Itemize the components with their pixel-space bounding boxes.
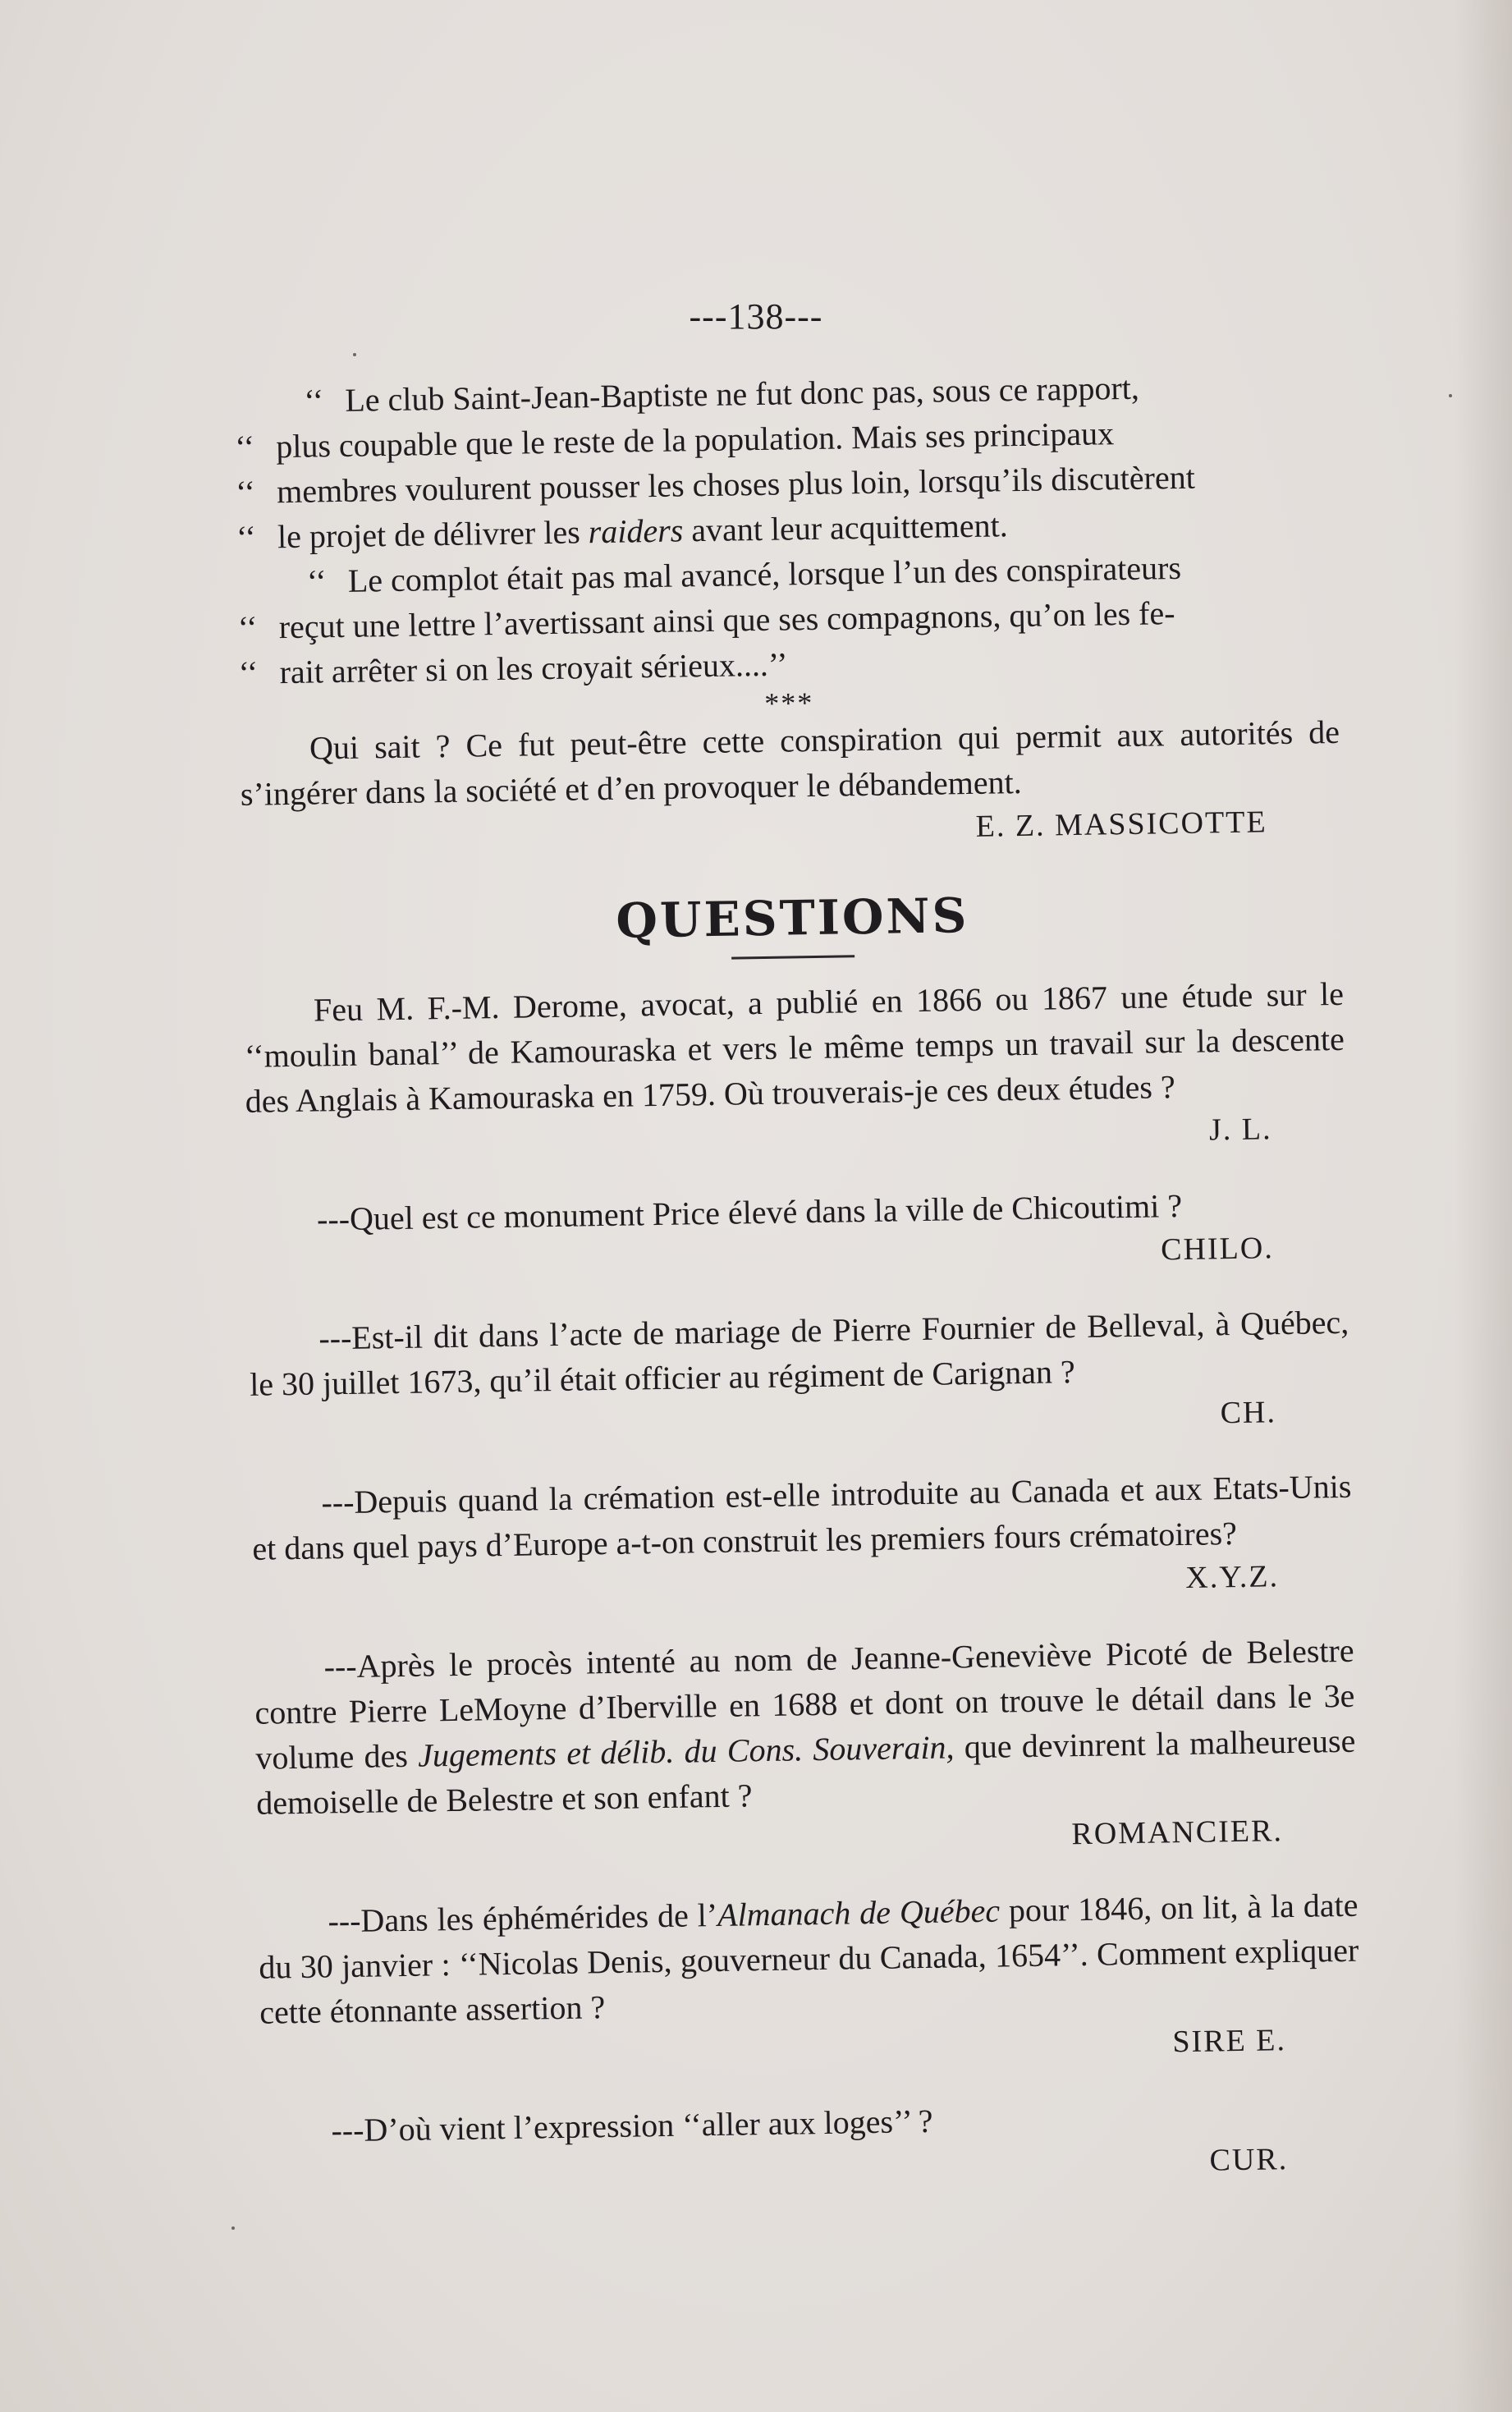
question-signature: CH. xyxy=(1220,1395,1277,1431)
question-signature: J. L. xyxy=(1208,1112,1272,1148)
closing-paragraph: Qui sait ? Ce fut peut-être cette conspiration qui permit aux autorités de s’ingérer dans la société et d’en provoquer le débandement. xyxy=(240,713,1340,813)
question-signature: CHILO. xyxy=(1160,1231,1275,1268)
question-text: ---Après le procès intenté au nom de Jeanne-Geneviève Picoté de Belestre contre Pierre LeMoyne d’Iberville en 1688 et dont on trouve le détail dans le 3e volume des Jugements et délib. du Cons. Souverain, que devinrent la malheureuse demoiselle de Belestre et son enfant ? xyxy=(254,1631,1356,1822)
article-body xyxy=(234,362,1363,2197)
question-text: ---Dans les éphémérides de l’Almanach de Québec pour 1846, on lit, à la date du 30 janvier : ‘‘Nicolas Denis, gouverneur du Canada, 1654’’. Comment expliquer cette étonnante assertion ? xyxy=(259,1886,1359,2031)
quote-line: ‘‘ reçut une lettre l’avertissant ainsi que ses compagnons, qu’on les fe- xyxy=(237,594,1175,646)
page-edge-shadow xyxy=(1455,0,1512,2412)
quote-line: ‘‘ Le complot était pas mal avancé, lorsque l’un des conspirateurs xyxy=(306,548,1182,600)
asterism: *** xyxy=(763,686,814,720)
quote-line: ‘‘ plus coupable que le reste de la population. Mais ses principaux xyxy=(234,415,1115,465)
quote-line: ‘‘ le projet de délivrer les raiders avant leur acquittement. xyxy=(236,507,1008,556)
question-signature: CUR. xyxy=(1209,2142,1289,2178)
italic-term: raiders xyxy=(588,511,684,551)
question-item xyxy=(251,1464,1353,1614)
question-text: Feu M. F.-M. Derome, avocat, a publié en 1866 ou 1867 une étude sur le ‘‘moulin banal’’ de Kamouraska et vers le même temps un travail sur la descente des Anglais à Kamouraska en 1759. Où trouverais-je ces deux études ? xyxy=(244,974,1345,1120)
section-heading: QUESTIONS xyxy=(615,887,969,949)
ink-speck xyxy=(231,2226,235,2230)
heading-rule xyxy=(731,955,855,959)
question-item xyxy=(261,2092,1363,2197)
question-text: ---Est-il dit dans l’acte de mariage de Pierre Fournier de Belleval, à Québec, le 30 juillet 1673, qu’il était officier au régiment de Carignan ? xyxy=(249,1303,1349,1403)
question-item xyxy=(254,1628,1357,1869)
question-item xyxy=(247,1181,1349,1286)
question-item xyxy=(258,1882,1360,2078)
question-item xyxy=(244,971,1346,1167)
ink-speck xyxy=(353,353,356,356)
question-text: ---D’où vient l’expression ‘‘aller aux loges’’ ? xyxy=(331,2102,933,2149)
italic-title: Jugements et délib. du Cons. Souverain, xyxy=(417,1728,955,1774)
question-item xyxy=(249,1300,1350,1450)
quote-line: ‘‘ Le club Saint-Jean-Baptiste ne fut donc pas, sous ce rapport, xyxy=(304,369,1140,420)
quote-line: ‘‘ membres voulurent pousser les choses plus loin, lorsqu’ils discutèrent xyxy=(235,458,1196,511)
article-signature: E. Z. MASSICOTTE xyxy=(975,805,1267,844)
page-number: ---138--- xyxy=(689,296,823,337)
question-signature: ROMANCIER. xyxy=(1071,1814,1284,1852)
ink-speck xyxy=(1449,394,1452,397)
quote-line: ‘‘ rait arrêter si on les croyait sérieux....’’ xyxy=(238,645,788,691)
italic-title: Almanach de Québec xyxy=(717,1892,1001,1933)
question-signature: SIRE E. xyxy=(1172,2023,1287,2060)
question-signature: X.Y.Z. xyxy=(1185,1559,1280,1595)
question-text: ---Depuis quand la crémation est-elle introduite au Canada et aux Etats-Unis et dans quel pays d’Europe a-t-on construit les premiers fours crématoires? xyxy=(252,1467,1352,1567)
question-text: ---Quel est ce monument Price élevé dans la ville de Chicoutimi ? xyxy=(316,1186,1183,1238)
